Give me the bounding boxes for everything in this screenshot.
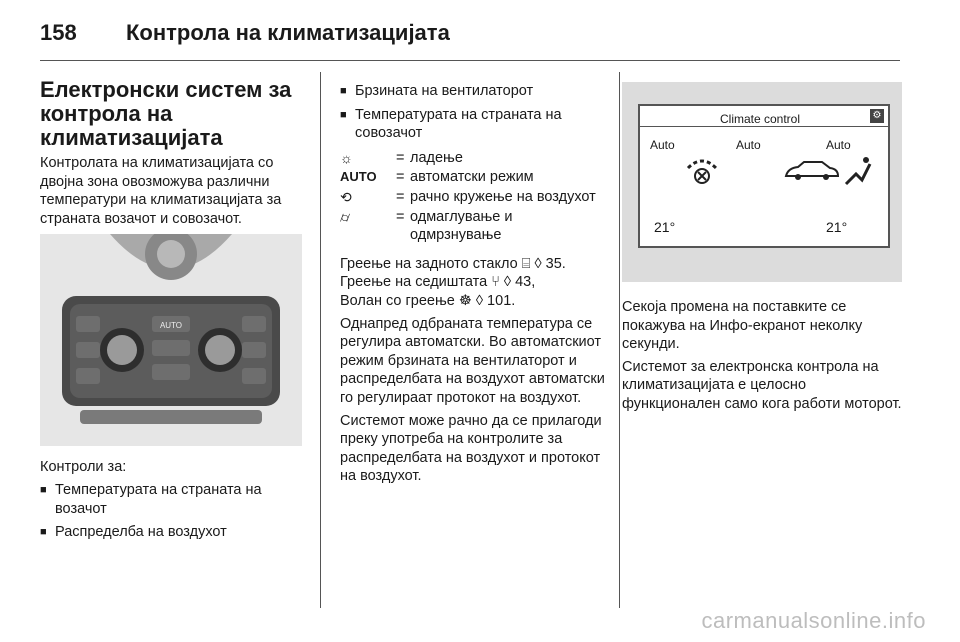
column-divider-2	[619, 72, 620, 608]
page-number: 158	[40, 20, 77, 45]
info-display	[638, 104, 890, 248]
recirculation-icon: ⟲	[340, 188, 352, 205]
snowflake-icon: ☼	[340, 149, 353, 166]
info-paragraph-1: Секоја промена на поставките се покажува на Инфо-екранот неколку секунди.	[622, 299, 863, 353]
passenger-temp: 21°	[826, 219, 848, 235]
controls-list-2	[340, 82, 606, 143]
heating-line-rear-window: Греење на задното стакло ⌸ ◊ 35.	[340, 255, 566, 272]
symbol-row-auto: AUTO = автоматски режим	[340, 169, 534, 186]
panel-auto-label: AUTO	[159, 321, 183, 331]
intro-paragraph: Контролата на климатизацијата со двојна зона овозможува различни температури на климатизацијата за страната возачот и совозачот.	[40, 155, 282, 227]
list-item: ■ Распределба на воздухот	[40, 523, 306, 542]
controls-label: Контроли за:	[40, 459, 127, 476]
car-icon	[782, 158, 842, 182]
display-title: Climate control	[719, 112, 801, 126]
auto-icon: AUTO	[340, 169, 377, 185]
settings-icon: ⚙	[870, 109, 884, 123]
column-divider-1	[320, 72, 321, 608]
list-item: ■ Температурата на страната на возачот	[40, 481, 306, 518]
page-title: Контрола на климатизацијата	[126, 20, 450, 45]
list-item: ■ Брзината на вентилаторот	[340, 82, 606, 101]
seat-air-icon	[842, 154, 874, 188]
column-1	[40, 78, 306, 547]
heating-line-seats: Греење на седиштата ⑂ ◊ 43,	[340, 274, 536, 291]
watermark-site: carmanualsonline.info	[701, 608, 926, 633]
list-item: ■ Температурата на страната на совозачот	[340, 106, 606, 143]
defrost-icon: ⌭	[340, 208, 351, 225]
column-2	[340, 82, 606, 490]
control-panel-photo	[40, 234, 302, 446]
heating-line-steering: Волан со греење ☸ ◊ 101.	[340, 292, 516, 309]
auto-paragraph: Однапред одбраната температура се регулира автоматски. Во автоматскиот режим брзината на вентилаторот и распределбата на воздухот автоматски го регулираат протокот на воздухот.	[340, 315, 605, 406]
controls-list-1	[40, 481, 306, 542]
auto-label-left: Auto	[650, 138, 675, 152]
symbol-row-recirculation: ⟲ = рачно кружење на воздухот	[340, 188, 596, 205]
info-display-figure	[622, 82, 902, 282]
symbol-table	[340, 149, 606, 245]
manual-paragraph: Системот може рачно да се прилагоди преку употреба на контролите за распределбата на воздухот и протокот на воздухот.	[340, 412, 602, 485]
auto-label-right: Auto	[826, 138, 851, 152]
info-paragraph-2: Системот за електронска контрола на климатизацијата е целосно функционален само кога работи моторот.	[622, 358, 902, 412]
symbol-row-cooling: ☼ = ладење	[340, 149, 463, 166]
symbol-row-defrost: ⌭ = одмаглување и одмрзнување	[340, 208, 513, 244]
header-rule	[40, 60, 900, 61]
driver-temp: 21°	[654, 219, 676, 235]
section-heading: Електронски систем за контрола на климатизацијата	[40, 77, 292, 150]
column-3	[622, 82, 902, 418]
fan-icon	[682, 154, 722, 186]
auto-label-center: Auto	[736, 138, 761, 152]
page-header	[40, 18, 900, 62]
